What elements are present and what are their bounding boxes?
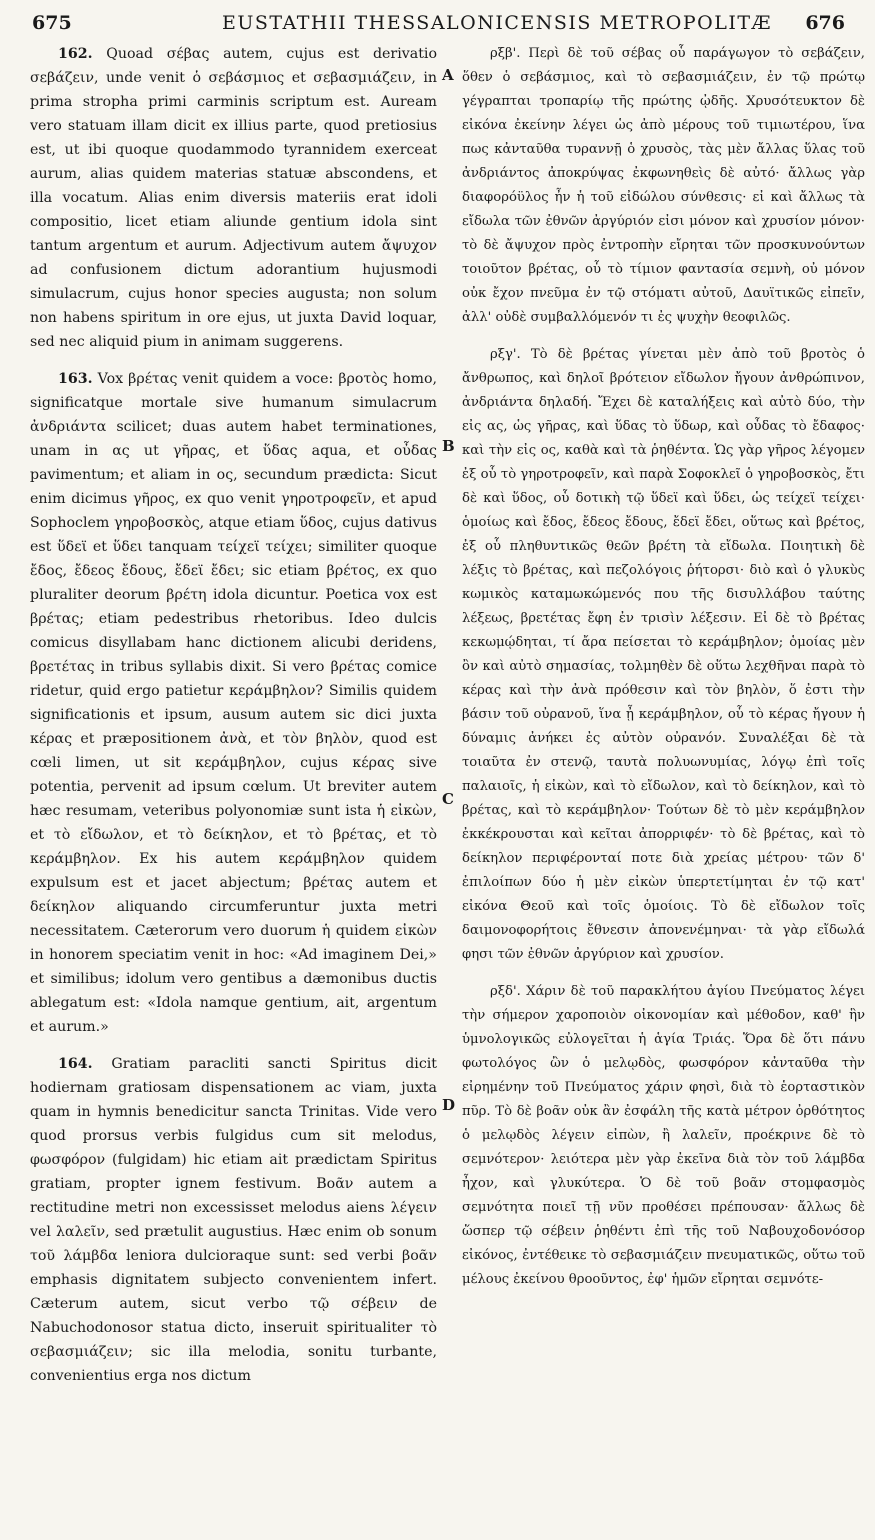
paragraph-number: 164. [58, 1056, 93, 1072]
running-header [12, 8, 863, 42]
greek-paragraph [462, 42, 865, 330]
latin-paragraph [30, 367, 437, 1039]
paragraph-number: ρξβ'. [490, 46, 521, 61]
paragraph-text: Quoad σέβας autem, cujus est derivatio σεβάζειν, unde venit ὁ σεβάσμιος et σεβασμιάζειν, in prima stropha primi carminis scriptum est. Auream vero statuam illam dicit ex illius parte, quod pretiosius est, ut ibi quoque quodammodo tyrannidem exerceat aurum, alias quidem materias statuæ abscondens, et illa vocatum. Alias enim diversis materiis erat idoli compositio, licet etiam aliunde gentium idola sint tantum argentum et aurum. Adjectivum autem ἄψυχον ad confusionem dictum adorantium hujusmodi simulacrum, cujus honor species augusta; non solum non habens spiritum in ore ejus, ut juxta David loquar, sed nec aliquid pium in animam suggerens. [30, 46, 437, 350]
paragraph-number: 163. [58, 371, 93, 387]
paragraph-text: Gratiam paracliti sancti Spiritus dicit hodiernam gratiosam dispensationem ac viam, juxta quam in hymnis benedicitur sancta Trinitas. Vide vero quod prorsus verbis fulgidus cum sit melodus, φωσφόρον (fulgidam) hic etiam ait prædictam Spiritus gratiam, propter ignem festivum. Βοᾶν autem a rectitudine metri non excessisset melodus aiens λέγειν vel λαλεῖν, sed prætulit augustius. Hæc enim ob sonum τοῦ λάμβδα leniora dulcioraque sunt: sed verbi βοᾶν emphasis dignitatem subjecto convenientem infert. Cæterum autem, sicut verbo τῷ σέβειν de Nabuchodonosor statua dicto, inseruit spiritualiter τὸ σεβασμιάζειν; sic illa melodia, sonitu turbante, convenientius erga nos dictum [30, 1056, 437, 1384]
latin-paragraph [30, 1052, 437, 1388]
margin-letter-d: D [442, 1096, 456, 1114]
margin-letter-b: B [442, 437, 455, 455]
paragraph-text: Τὸ δὲ βρέτας γίνεται μὲν ἀπὸ τοῦ βροτὸς ὁ ἄνθρωπος, καὶ δηλοῖ βρότειον εἴδωλον ἤγουν ἀνθρώπινον, ἀνδριάντα δηλαδή. Ἔχει δὲ καταλήξεις καὶ αὐτὸ δύο, τὴν εἰς ας, ὡς γῆρας, καὶ ὕδας τὸ ὕδωρ, καὶ οὖδας τὸ ἔδαφος· καὶ τὴν εἰς ος, καθὰ καὶ τὰ ῥηθέντα. Ὡς γὰρ γῆρος λέγομεν ἐξ οὗ τὸ γηροτροφεῖν, καὶ παρὰ Σοφοκλεῖ ὁ γηροβοσκὸς, ἔτι δὲ καὶ ὕδος, οὗ δοτικὴ τῷ ὕδεϊ καὶ ὕδει, ὡς τείχεϊ τείχει· ὁμοίως καὶ ἔδος, ἔδεος ἔδους, ἔδεϊ ἔδει, οὕτως καὶ βρέτος, ἐξ οὗ πληθυντικῶς θεῶν βρέτη τὰ εἴδωλα. Ποιητικὴ δὲ λέξις τὸ βρέτας, καὶ πεζολόγοις ῥήτορσι· διὸ καὶ ὁ γλυκὺς κωμικὸς καταμωκώμενός που τῆς δισυλλάβου ταύτης λέξεως, βρετέτας ἔφη ἐν τρισὶν λέξεσιν. Εἰ δὲ τὸ βρέτας κεκωμῴδηται, τί ἄρα πείσεται τὸ κεράμβηλον; ὁμοίας μὲν ὂν καὶ αὐτὸ σημασίας, τολμηθὲν δὲ οὕτω λεχθῆναι παρὰ τὸ κέρας καὶ τὴν ἀνὰ πρόθεσιν καὶ τὸν βηλὸν, ὅ ἐστι τὴν βάσιν τοῦ οὐρανοῦ, ἵνα ᾖ κεράμβηλον, οὗ τὸ κέρας ἤγουν ἡ δύναμις ἀνήκει ἐς αὐτὸν οὐρανόν. Συναλέξαι δὲ τὰ τοιαῦτα ἐν στενῷ, ταυτὰ πολυωνυμίας, λόγῳ ἐπὶ τοῖς παλαιοῖς, ἡ εἰκὼν, καὶ τὸ εἴδωλον, καὶ τὸ δείκηλον, καὶ τὸ βρέτας, καὶ τὸ κεράμβηλον· Τούτων δὲ τὸ μὲν κεράμβηλον ἐκκέκρουσται καὶ κεῖται ἀπορριφέν· τὸ δὲ βρέτας, καὶ τὸ δείκηλον περιφέρονταί ποτε διὰ χρείας μέτρου· τῶν δ' ἐπιλοίπων δύο ἡ μὲν εἰκὼν ὑπερτετίμηται ἐν τῷ κατ' εἰκόνα Θεοῦ καὶ τοῖς ὁμοίοις. Τὸ δὲ εἴδωλον τοῖς δαιμονοφορήτοις ἔθνεσιν ἀπονενέμηναι· τὰ γὰρ εἴδωλά φησι τῶν ἐθνῶν ἀργύριον καὶ χρυσίον. [462, 347, 865, 962]
greek-paragraph [462, 980, 865, 1292]
latin-paragraph [30, 42, 437, 354]
paragraph-text: Περὶ δὲ τοῦ σέβας οὗ παράγωγον τὸ σεβάζειν, ὅθεν ὁ σεβάσμιος, καὶ τὸ σεβασμιάζειν, ἐν τῷ πρώτῳ γέγραπται τροπαρίῳ τῆς πρώτης ᾠδῆς. Χρυσότευκτον δὲ εἰκόνα ἐκείνην λέγει ὡς ἀπὸ μέρους τοῦ τιμιωτέρου, ἵνα πως κἀνταῦθα τυραννῇ ὁ χρυσὸς, τὰς μὲν ἄλλας ὕλας τοῦ ἀνδριάντος ἀποκρύψας ἐκφωνηθεὶς δὲ αὐτό· ἄλλως γὰρ διαφορόϋλος ἦν ἡ τοῦ εἰδώλου σύνθεσις· εἰ καὶ ἄλλως τὰ εἴδωλα τῶν ἐθνῶν ἀργύριόν εἰσι μόνον καὶ χρυσίον μόνον· τὸ δὲ ἄψυχον πρὸς ἐντροπὴν εἴρηται τῶν προσκυνούντων τοιοῦτον βρέτας, οὗ τὸ τίμιον φαντασία σεμνὴ, οὐ μόνον οὐκ ἔχον πνεῦμα ἐν τῷ στόματι αὐτοῦ, Δαυϊτικῶς εἰπεῖν, ἀλλ' οὐδὲ συμβαλλόμενόν τι ἐς ψυχὴν θεοφιλῶς. [462, 46, 865, 325]
margin-letter-a: A [442, 66, 454, 84]
paragraph-text: Χάριν δὲ τοῦ παρακλήτου ἁγίου Πνεύματος λέγει τὴν σήμερον χαροποιὸν οἰκονομίαν καὶ μέθοδον, καθ' ἣν ὑμνολογικῶς εὐλογεῖται ἡ ἁγία Τριάς. Ὅρα δὲ ὅτι πάνυ φωτολόγος ὢν ὁ μελῳδὸς, φωσφόρον κἀνταῦθα τὴν εἰρημένην τοῦ Πνεύματος χάριν φησὶ, διὰ τὸ ἑορταστικὸν πῦρ. Τὸ δὲ βοᾶν οὐκ ἂν ἐσφάλη τῆς κατὰ μέτρον ὀρθότητος ὁ μελῳδὸς λέγειν εἰπὼν, ἢ λαλεῖν, προέκρινε δὲ τὸ σεμνότερον· λειότερα μὲν γὰρ ἐκεῖνα διὰ τὸν τοῦ λάμβδα ἦχον, καὶ γλυκύτερα. Ὁ δὲ τοῦ βοᾶν στομφασμὸς σεμνότητα ποιεῖ τῇ νῦν προθέσει πρέπουσαν· ἄλλως δὲ ὥσπερ τῷ σέβειν ῥηθέντι ἐπὶ τῆς τοῦ Ναβουχοδονόσορ εἰκόνος, ἐντέθεικε τὸ σεβασμιάζειν πνευματικῶς, οὕτω τοῦ μέλους ἐκείνου θρooῦντος, ἐφ' ἡμῶν εἴρηται σεμνότε- [462, 984, 865, 1287]
page-number-right: 676 [805, 12, 845, 34]
greek-paragraph [462, 343, 865, 967]
latin-column [30, 42, 437, 1388]
margin-letter-c: C [442, 790, 454, 808]
running-title: EUSTATHII THESSALONICENSIS METROPOLITÆ [222, 12, 773, 34]
page-number-left: 675 [32, 12, 72, 34]
paragraph-number: ρξγ'. [490, 347, 521, 362]
paragraph-number: ρξδ'. [490, 984, 521, 999]
greek-column [462, 42, 865, 1292]
paragraph-number: 162. [58, 46, 93, 62]
paragraph-text: Vox βρέτας venit quidem a voce: βροτὸς homo, significatque mortale sive humanum simulacrum ἀνδριάντα scilicet; duas autem habet terminationes, unam in ας ut γῆρας, et ὕδας aqua, et οὖδας pavimentum; et aliam in ος, secundum prædicta: Sicut enim dicimus γῆρος, ex quo venit γηροτροφεῖν, et apud Sophoclem γηροβοσκὸς, atque etiam ὕδος, cujus dativus est ὕδεϊ et ὕδει tanquam τείχεϊ τείχει; similiter quoque ἔδος, ἔδεος ἔδους, ἔδεϊ ἔδει; sic etiam βρέτος, ex quo pluraliter deorum βρέτη idola dicuntur. Poetica vox est βρέτας; etiam pedestribus rhetoribus. Ideo dulcis comicus disyllabam hanc dictionem alicubi deridens, βρετέτας in tribus syllabis dixit. Si vero βρέτας comice ridetur, quid ergo patietur κεράμβηλον? Similis quidem significationis et ipsum, ausum autem sic dici juxta κέρας et præpositionem ἀνὰ, et τὸν βηλὸν, quod est cœli limen, ut sit κεράμβηλον, cujus κέρας sive potentia, pervenit ad ipsum cœlum. Ut breviter autem hæc resumam, veteribus polyonomiæ sunt ista ἡ εἰκὼν, et τὸ εἴδωλον, et τὸ δείκηλον, et τὸ βρέτας, et τὸ κεράμβηλον. Ex his autem κεράμβηλον quidem expulsum est et jacet abjectum; βρέτας autem et δείκηλον aliquando circumferuntur juxta metri necessitatem. Cæterorum vero duorum ἡ quidem εἰκὼν in honorem speciatim venit in hoc: «Ad imaginem Dei,» et similibus; idolum vero gentibus a dæmonibus ductis ablegatum est: «Idola namque gentium, ait, argentum et aurum.» [30, 371, 437, 1035]
